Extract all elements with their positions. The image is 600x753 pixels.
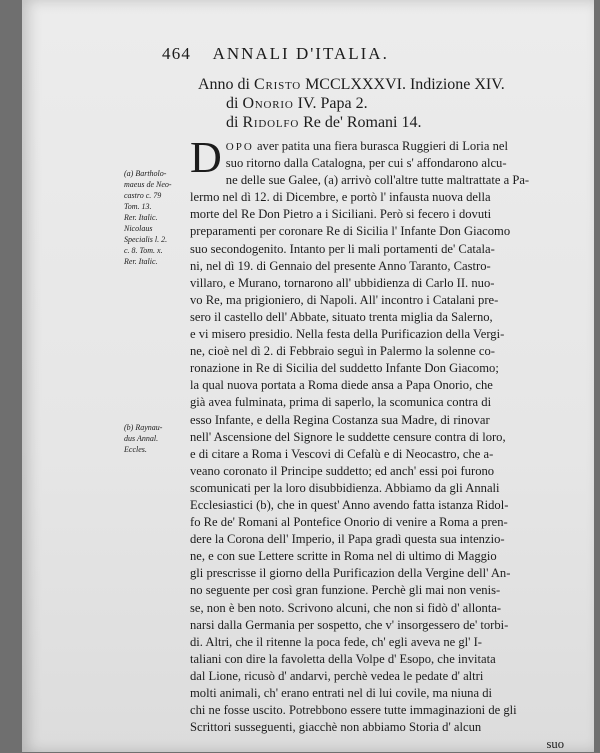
text-line: preparamenti per coronare Re di Sicilia l' Infante Don Giacomo — [190, 224, 511, 239]
text-line: Ecclesiastici (b), che in quest' Anno avendo fatta istanza Ridol- — [190, 497, 509, 512]
text-line: molti animali, ch' erano entrati nel di lui covile, ma niuna di — [190, 686, 492, 700]
body-text — [190, 133, 572, 753]
text-line: Scrittori susseguenti, giacchè non abbiamo Storia d' alcun — [190, 720, 482, 735]
text-line: ronazione in Re di Sicilia del suddetto Infante Don Giacomo; — [190, 361, 499, 376]
text-line: ne, e con sue Lettere scritte in Roma nel di ultimo di Maggio — [190, 549, 497, 564]
text-line: ni, nel dì 19. di Gennaio del presente Anno Taranto, Castro- — [190, 258, 491, 273]
text-line: e vi misero presidio. Nella festa della Purificazion della Vergi- — [190, 327, 505, 342]
text-line: sero il castello dell' Abbate, situato trenta miglia da Salerno, — [190, 309, 493, 324]
text-line: già avea fulminata, prima di saperlo, la scomunica contra di — [190, 395, 492, 410]
margin-note-a: (a) Bartholo- maeus de Neo- castro c. 79 Tom. 13. Rer. Italic. Nicolaus Specialis l. 2. c. 8. Tom. x. Rer. Italic. — [124, 169, 172, 266]
margin-note-b: (b) Raynau- dus Annal. Eccles. — [124, 423, 163, 454]
text-line: chi ne fosse uscito. Potrebbono essere tutte immaginazioni de gli — [190, 703, 517, 718]
catchword: suo — [546, 737, 564, 752]
text-line: e di citare a Roma i Vescovi di Cefalù e di Neocastro, che a- — [190, 446, 494, 461]
text-line: ne, cioè nel dì 2. di Febbraio seguì in Palermo la solenne co- — [190, 344, 495, 359]
text-line: la qual nuova portata a Roma diede ansa a Papa Onorio, che — [190, 378, 493, 393]
text-line: gli prescrisse il giorno della Purificazion della Vergine dell' An- — [190, 566, 511, 581]
running-head: ANNALI D'ITALIA. — [212, 44, 389, 63]
text-line: di. Altri, che il ritenne la poca fede, ch' egli aveva ne gl' I- — [190, 634, 482, 649]
text-line: esso Infante, e della Regina Costanza sua Madre, di rinovar — [190, 412, 490, 427]
text-line: suo secondogenito. Intanto per li mali portamenti de' Catala- — [190, 241, 495, 256]
text-line: nell' Ascensione del Signore le suddette censure contra di loro, — [190, 429, 506, 444]
text-line: narsi dalla Germania per sospetto, che v' insorgessero de' torbi- — [190, 617, 509, 632]
text-line: taliani con dire la favoletta della Volpe d' Esopo, che invitata — [190, 651, 496, 666]
text-line: no seguente per così gran funzione. Perchè gli mai non venis- — [190, 583, 501, 598]
text-line: OPO aver patita una fiera burasca Ruggieri di Loria nel — [225, 139, 509, 153]
text-line: suo ritorno dalla Catalogna, per cui s' affondarono alcu- — [225, 156, 507, 171]
drop-cap: D — [190, 133, 222, 182]
text-line: ne delle sue Galee, (a) arrivò coll'altre tutte maltrattate a Pa- — [225, 173, 530, 188]
text-line: fo Re de' Romani al Pontefice Onorio di venire a Roma a pren- — [190, 515, 508, 530]
text-line: dal Lione, ricusò d' andarvi, perchè vedea le pedate d' altri — [190, 668, 484, 683]
title-king-line: di Ridolfo Re de' Romani 14. — [226, 114, 422, 131]
title-year-line: Anno di Cristo MCCLXXXVI. Indizione XIV. — [198, 76, 505, 93]
page-header — [162, 44, 582, 64]
text-line: scomunicati per la loro disubbidienza. Abbiamo da gli Annali — [190, 480, 500, 495]
text-line: veano coronato il Principe suddetto; ed anch' essi poi furono — [190, 463, 495, 478]
text-line: vo Re, ma prigioniero, di Napoli. All' incontro i Catalani pre- — [190, 292, 499, 307]
page-number: 464 — [162, 44, 192, 63]
title-pope-line: di Onorio IV. Papa 2. — [226, 95, 368, 112]
text-line: dere la Corona dell' Imperio, il Papa gradì questa sua intenzio- — [190, 532, 505, 547]
text-line: lermo nel dì 12. di Dicembre, e portò l' infausta nuova della — [190, 190, 491, 205]
book-page — [22, 0, 594, 752]
text-line: villaro, e Murano, tornarono all' ubbidienza di Carlo II. nuo- — [190, 275, 495, 290]
text-line: morte del Re Don Pietro a i Siciliani. Però si fecero i dovuti — [190, 207, 492, 222]
text-line: se, non è ben noto. Scrivono alcuni, che non si fidò d' allonta- — [190, 600, 502, 615]
